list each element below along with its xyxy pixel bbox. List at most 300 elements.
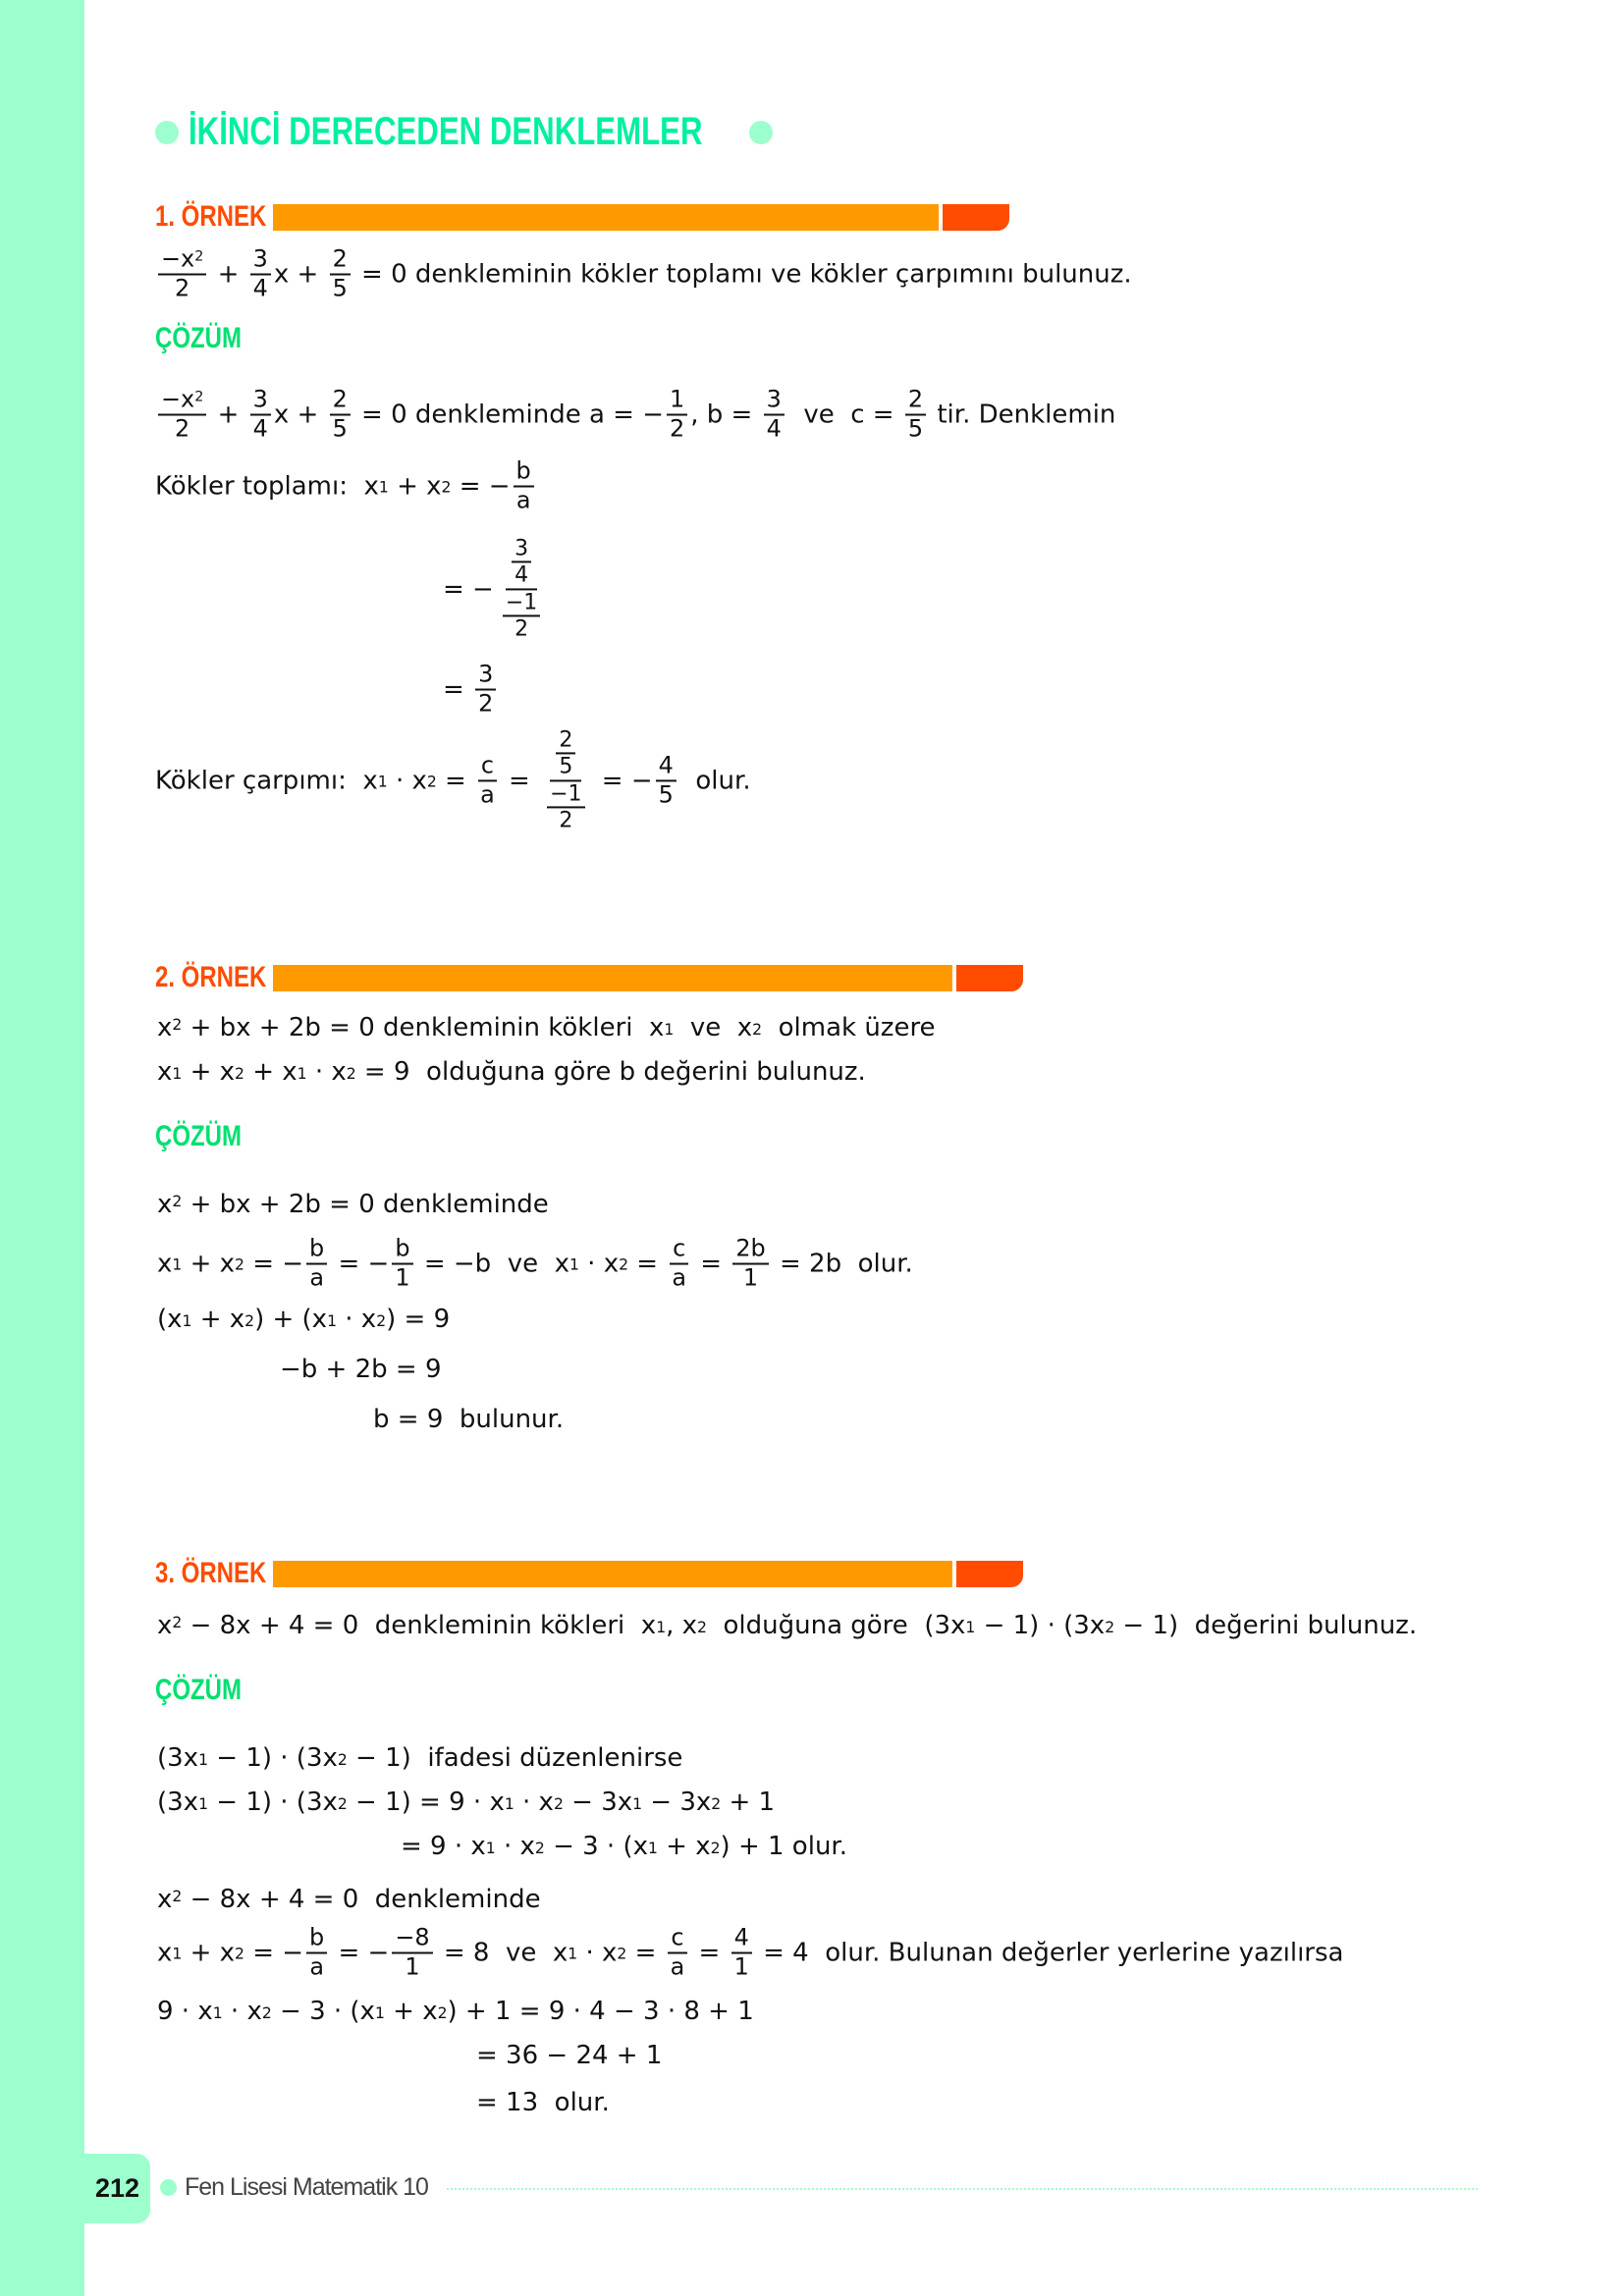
- math-text: a: [672, 1263, 687, 1291]
- math-text: x: [157, 1249, 173, 1278]
- numerator: [732, 1236, 768, 1265]
- math-line: [157, 1190, 549, 1219]
- math-text: − 8x + 4 = 0 denkleminde: [182, 1885, 541, 1914]
- math-text: − 1) ifadesi düzenlenirse: [347, 1743, 683, 1773]
- numerator: [764, 387, 785, 416]
- math-text: 1: [733, 1952, 749, 1980]
- subscript: 1: [182, 1311, 192, 1330]
- math-text: = 0 denkleminin kökler toplamı ve kökler çarpımını bulunuz.: [352, 259, 1132, 289]
- math-text: ) + 1 = 9 · 4 − 3 · 8 + 1: [447, 1997, 754, 2026]
- math-text: =: [628, 1249, 667, 1278]
- subscript: 2: [244, 1311, 255, 1330]
- superscript: 2: [172, 1613, 183, 1631]
- subscript: 2: [1105, 1618, 1115, 1636]
- fraction: [667, 387, 687, 443]
- fraction: [392, 1236, 412, 1292]
- math-text: = −: [443, 574, 494, 604]
- denominator: [764, 415, 785, 443]
- denominator: [512, 563, 531, 588]
- math-text: = 36 − 24 + 1: [476, 2041, 663, 2070]
- fraction: [392, 1925, 432, 1981]
- math-text: −x: [161, 385, 195, 413]
- fraction: [158, 387, 206, 443]
- subscript: 2: [711, 1794, 722, 1813]
- subscript: 2: [426, 773, 437, 791]
- subscript: 2: [235, 1255, 244, 1274]
- denominator: [556, 755, 575, 779]
- denominator: [306, 1264, 327, 1292]
- math-text: − 3x: [642, 1788, 712, 1817]
- math-line: [157, 1743, 682, 1773]
- orange-bar: [273, 204, 939, 231]
- math-text: = −b ve x: [415, 1249, 569, 1278]
- math-text: ve c =: [786, 400, 902, 429]
- math-text: + x: [182, 1249, 236, 1278]
- math-line: [476, 2088, 610, 2117]
- denominator: [731, 1953, 752, 1981]
- denominator: [514, 487, 534, 514]
- subscript: 2: [337, 1794, 348, 1813]
- math-text: − 1) = 9 · x: [347, 1788, 505, 1817]
- superscript: 2: [172, 1887, 183, 1905]
- fraction: [250, 387, 271, 443]
- subscript: 1: [656, 1618, 667, 1636]
- math-text: = 8 ve x: [435, 1938, 568, 1967]
- math-text: 4: [252, 414, 268, 442]
- example-2-header: [155, 961, 1023, 994]
- math-group: [161, 387, 203, 414]
- math-text: 2: [332, 385, 348, 413]
- math-text: olmak üzere: [762, 1013, 936, 1042]
- math-text: x: [157, 1190, 173, 1219]
- subscript: 1: [568, 1945, 578, 1963]
- math-text: = −: [330, 1249, 390, 1278]
- denominator: [250, 275, 271, 302]
- subscript: 2: [617, 1945, 627, 1963]
- fraction: [731, 1925, 752, 1981]
- math-text: 3: [766, 385, 782, 413]
- math-text: , x: [666, 1611, 698, 1640]
- subscript: 1: [327, 1311, 337, 1330]
- subscript: 1: [504, 1794, 514, 1813]
- solution-label: ÇÖZÜM: [155, 322, 242, 354]
- math-text: , b =: [690, 400, 761, 429]
- numerator: [306, 1925, 327, 1954]
- math-text: + 1: [721, 1788, 776, 1817]
- math-text: −8: [395, 1923, 430, 1951]
- math-text: x: [157, 1013, 173, 1042]
- math-line: [157, 1997, 754, 2026]
- subscript: 1: [377, 773, 388, 791]
- math-text: · x: [387, 766, 427, 795]
- math-text: a: [309, 1263, 324, 1291]
- math-text: 3: [478, 660, 494, 688]
- fraction: [512, 536, 531, 588]
- math-text: c: [480, 751, 495, 779]
- subscript: 2: [376, 1311, 387, 1330]
- numerator: [556, 727, 575, 754]
- book-title: Fen Lisesi Matematik 10: [185, 2173, 428, 2201]
- denominator: [656, 781, 677, 809]
- math-text: x: [157, 1938, 173, 1967]
- subscript: 2: [346, 1064, 356, 1083]
- numerator: [668, 1925, 686, 1954]
- math-text: 2: [670, 414, 685, 442]
- math-text: − 8x + 4 = 0 denkleminin kökleri x: [182, 1611, 657, 1640]
- subscript: 2: [441, 478, 452, 497]
- subscript: 2: [235, 1945, 244, 1963]
- fraction: [158, 246, 206, 302]
- math-text: = −: [330, 1938, 390, 1967]
- numerator: [731, 1925, 752, 1954]
- fraction: [669, 1236, 689, 1292]
- math-text: = 9 olduğuna göre b değerini bulunuz.: [355, 1057, 866, 1087]
- numerator: [503, 590, 540, 616]
- math-text: + x: [191, 1305, 245, 1334]
- subscript: 2: [337, 1750, 348, 1769]
- math-text: 5: [332, 414, 348, 442]
- subscript: 2: [235, 1064, 244, 1083]
- math-text: − 1) · (3x: [208, 1788, 338, 1817]
- math-text: = 13 olur.: [476, 2088, 610, 2117]
- math-text: + x: [657, 1832, 711, 1861]
- numerator: [250, 246, 271, 276]
- math-text: 1: [395, 1263, 410, 1291]
- numerator: [478, 753, 497, 782]
- example-3-header: [155, 1557, 1023, 1590]
- math-text: (x: [157, 1305, 183, 1334]
- numerator: [670, 1236, 688, 1265]
- math-text: − 3 · (x: [544, 1832, 648, 1861]
- math-text: = −: [244, 1938, 304, 1967]
- math-line: [443, 536, 549, 641]
- math-line: [155, 246, 1132, 302]
- math-text: a: [670, 1952, 685, 1980]
- math-text: = −: [593, 766, 653, 795]
- math-line: [157, 1013, 936, 1042]
- green-sidebar: [0, 0, 84, 2296]
- math-text: b = 9 bulunur.: [373, 1405, 565, 1434]
- math-text: −1: [550, 781, 582, 806]
- math-text: 4: [658, 751, 674, 779]
- denominator: [392, 1264, 412, 1292]
- denominator: [541, 781, 590, 833]
- math-text: · x: [337, 1305, 377, 1334]
- section-title: [155, 110, 773, 154]
- example-label: 3. ÖRNEK: [155, 1557, 267, 1589]
- denominator: [172, 415, 192, 443]
- solution-label: ÇÖZÜM: [155, 1120, 242, 1152]
- math-text: 4: [766, 414, 782, 442]
- math-text: 1: [670, 385, 685, 413]
- denominator: [740, 1264, 761, 1292]
- math-text: + x: [182, 1057, 236, 1087]
- numerator: [158, 387, 206, 416]
- math-text: ) + (x: [254, 1305, 328, 1334]
- subscript: 2: [619, 1255, 629, 1274]
- math-text: 3: [514, 536, 529, 561]
- math-line: [157, 1788, 775, 1817]
- numerator: [506, 536, 537, 590]
- math-text: olduğuna göre (3x: [706, 1611, 966, 1640]
- numerator: [905, 387, 926, 416]
- math-text: =: [436, 766, 475, 795]
- superscript: 2: [194, 389, 204, 405]
- math-text: ve x: [674, 1013, 753, 1042]
- math-text: 5: [559, 754, 573, 779]
- math-text: 3: [252, 385, 268, 413]
- subscript: 2: [710, 1839, 721, 1857]
- math-text: = 0 denkleminde a = −: [352, 400, 664, 429]
- math-line: [476, 2041, 662, 2070]
- math-text: − 3 · (x: [271, 1997, 375, 2026]
- denominator: [905, 415, 926, 443]
- math-text: + x: [384, 1997, 438, 2026]
- math-text: a: [515, 486, 531, 513]
- math-text: − 1) değerini bulunuz.: [1114, 1611, 1418, 1640]
- math-text: x: [157, 1611, 173, 1640]
- subscript: 1: [378, 478, 389, 497]
- subscript: 1: [485, 1839, 496, 1857]
- math-text: · x: [222, 1997, 262, 2026]
- denominator: [668, 1953, 688, 1981]
- math-text: x +: [273, 400, 327, 429]
- numerator: [547, 781, 584, 808]
- math-text: ) + 1 olur.: [720, 1832, 847, 1861]
- footer: [160, 2173, 428, 2202]
- math-text: 2: [514, 616, 529, 642]
- bullet-icon: [160, 2179, 177, 2196]
- red-bar: [956, 1561, 1023, 1587]
- math-text: − 1) · (3x: [208, 1743, 338, 1773]
- denominator: [556, 808, 575, 832]
- fraction: [503, 590, 540, 642]
- math-group: [161, 246, 203, 274]
- subscript: 1: [965, 1618, 976, 1636]
- denominator: [330, 415, 351, 443]
- math-text: + bx + 2b = 0 denkleminde: [182, 1190, 549, 1219]
- math-line: [157, 1885, 541, 1914]
- math-text: +: [209, 400, 247, 429]
- math-text: b: [515, 456, 531, 485]
- example-label: 1. ÖRNEK: [155, 200, 267, 233]
- superscript: 2: [194, 248, 204, 265]
- fraction: [306, 1236, 327, 1292]
- math-line: [155, 387, 1115, 443]
- denominator: [306, 1953, 327, 1981]
- math-text: − 1) · (3x: [975, 1611, 1106, 1640]
- denominator: [667, 415, 687, 443]
- math-line: [401, 1832, 847, 1861]
- denominator: [330, 275, 351, 302]
- denominator: [402, 1953, 422, 1981]
- subscript: 1: [569, 1255, 579, 1274]
- footer-dotted-line: [447, 2188, 1478, 2190]
- example-1-header: [155, 200, 1009, 234]
- math-text: 2: [175, 414, 190, 442]
- fraction: [905, 387, 926, 443]
- math-text: + x: [388, 471, 442, 501]
- math-text: · x: [306, 1057, 347, 1087]
- fraction: [250, 246, 271, 302]
- math-text: (3x: [157, 1788, 199, 1817]
- subscript: 2: [752, 1020, 763, 1039]
- fraction: [514, 458, 534, 514]
- math-text: =: [690, 1938, 729, 1967]
- math-line: [157, 1305, 450, 1334]
- numerator: [392, 1236, 412, 1265]
- math-text: +: [209, 259, 247, 289]
- math-text: = 4 olur. Bulunan değerler yerlerine yazılırsa: [754, 1938, 1344, 1967]
- math-text: + x: [244, 1057, 298, 1087]
- numerator: [550, 727, 581, 781]
- fraction: [475, 662, 496, 718]
- red-bar: [956, 965, 1023, 991]
- subscript: 1: [172, 1255, 183, 1274]
- denominator: [475, 690, 496, 718]
- math-text: a: [480, 780, 495, 808]
- math-text: 2: [332, 244, 348, 273]
- math-text: x: [157, 1885, 173, 1914]
- numerator: [475, 662, 496, 691]
- subscript: 1: [198, 1750, 208, 1769]
- solution-label: ÇÖZÜM: [155, 1674, 242, 1706]
- math-text: x: [157, 1057, 173, 1087]
- math-text: = 9 · x: [401, 1832, 486, 1861]
- math-text: −x: [161, 244, 195, 273]
- subscript: 2: [553, 1794, 564, 1813]
- section-title-text: İKİNCİ DERECEDEN DENKLEMLER: [189, 110, 703, 153]
- math-text: + bx + 2b = 0 denkleminin kökleri x: [182, 1013, 665, 1042]
- math-text: tir. Denklemin: [929, 400, 1116, 429]
- fraction: [541, 727, 590, 832]
- denominator: [669, 1264, 689, 1292]
- math-text: olur.: [678, 766, 751, 795]
- math-text: · x: [578, 1249, 620, 1278]
- numerator: [250, 387, 271, 416]
- math-line: [157, 1925, 1343, 1981]
- subscript: 1: [212, 2003, 223, 2022]
- fraction: [732, 1236, 768, 1292]
- math-text: 5: [658, 780, 674, 808]
- numerator: [667, 387, 687, 416]
- subscript: 1: [172, 1064, 183, 1083]
- math-text: =: [692, 1249, 731, 1278]
- page-number: 212: [84, 2154, 150, 2223]
- math-text: · x: [577, 1938, 618, 1967]
- bullet-icon: [155, 121, 179, 144]
- math-line: [373, 1405, 564, 1434]
- subscript: 2: [697, 1618, 707, 1636]
- numerator: [392, 1925, 432, 1954]
- numerator: [656, 753, 677, 782]
- numerator: [514, 458, 534, 488]
- math-text: a: [309, 1952, 324, 1980]
- subscript: 1: [198, 1794, 208, 1813]
- math-text: Kökler toplamı: x: [155, 471, 379, 501]
- math-text: 4: [733, 1923, 749, 1951]
- math-text: 2: [175, 274, 190, 301]
- math-text: 1: [405, 1952, 420, 1980]
- subscript: 1: [374, 2003, 385, 2022]
- denominator: [477, 781, 498, 809]
- numerator: [512, 536, 531, 562]
- math-text: −b + 2b = 9: [280, 1355, 442, 1384]
- numerator: [330, 387, 351, 416]
- math-text: =: [500, 766, 539, 795]
- math-text: + x: [182, 1938, 236, 1967]
- orange-bar: [273, 965, 952, 991]
- math-line: [443, 662, 499, 718]
- math-text: ) = 9: [386, 1305, 451, 1334]
- subscript: 2: [261, 2003, 272, 2022]
- fraction: [330, 387, 351, 443]
- math-text: b: [395, 1234, 410, 1262]
- fraction: [330, 246, 351, 302]
- subscript: 1: [297, 1064, 307, 1083]
- subscript: 1: [172, 1945, 183, 1963]
- denominator: [497, 590, 546, 642]
- math-text: Kökler çarpımı: x: [155, 766, 378, 795]
- math-text: 4: [514, 562, 529, 588]
- math-line: [155, 727, 751, 832]
- math-text: · x: [495, 1832, 535, 1861]
- math-text: b: [309, 1923, 325, 1951]
- fraction: [556, 727, 575, 779]
- superscript: 2: [172, 1192, 183, 1210]
- math-text: − 3x: [563, 1788, 633, 1817]
- fraction: [306, 1925, 327, 1981]
- math-text: (3x: [157, 1743, 199, 1773]
- math-text: 2: [907, 385, 924, 413]
- math-text: =: [443, 674, 473, 704]
- example-label: 2. ÖRNEK: [155, 961, 267, 993]
- math-text: 4: [252, 274, 268, 301]
- orange-bar: [273, 1561, 952, 1587]
- math-text: b: [309, 1234, 325, 1262]
- fraction: [477, 753, 498, 809]
- bullet-icon: [749, 121, 773, 144]
- fraction: [547, 781, 584, 833]
- subscript: 1: [664, 1020, 675, 1039]
- fraction: [668, 1925, 688, 1981]
- math-line: [157, 1611, 1417, 1640]
- math-text: 2: [559, 727, 573, 753]
- subscript: 1: [648, 1839, 658, 1857]
- math-text: = −: [244, 1249, 304, 1278]
- math-text: 9 · x: [157, 1997, 213, 2026]
- denominator: [250, 415, 271, 443]
- math-text: = 2b olur.: [771, 1249, 913, 1278]
- math-text: 2: [559, 808, 573, 833]
- denominator: [512, 616, 531, 641]
- math-text: = −: [451, 471, 511, 501]
- math-text: 5: [332, 274, 348, 301]
- math-text: c: [671, 1923, 684, 1951]
- fraction: [764, 387, 785, 443]
- math-line: [157, 1057, 866, 1087]
- math-text: −1: [505, 590, 538, 614]
- math-line: [155, 458, 537, 514]
- math-line: [280, 1355, 442, 1384]
- denominator: [172, 275, 192, 302]
- math-text: 3: [252, 244, 268, 273]
- math-line: [157, 1236, 913, 1292]
- math-text: 1: [742, 1263, 759, 1291]
- subscript: 2: [534, 1839, 545, 1857]
- fraction: [497, 536, 546, 641]
- math-text: · x: [514, 1788, 554, 1817]
